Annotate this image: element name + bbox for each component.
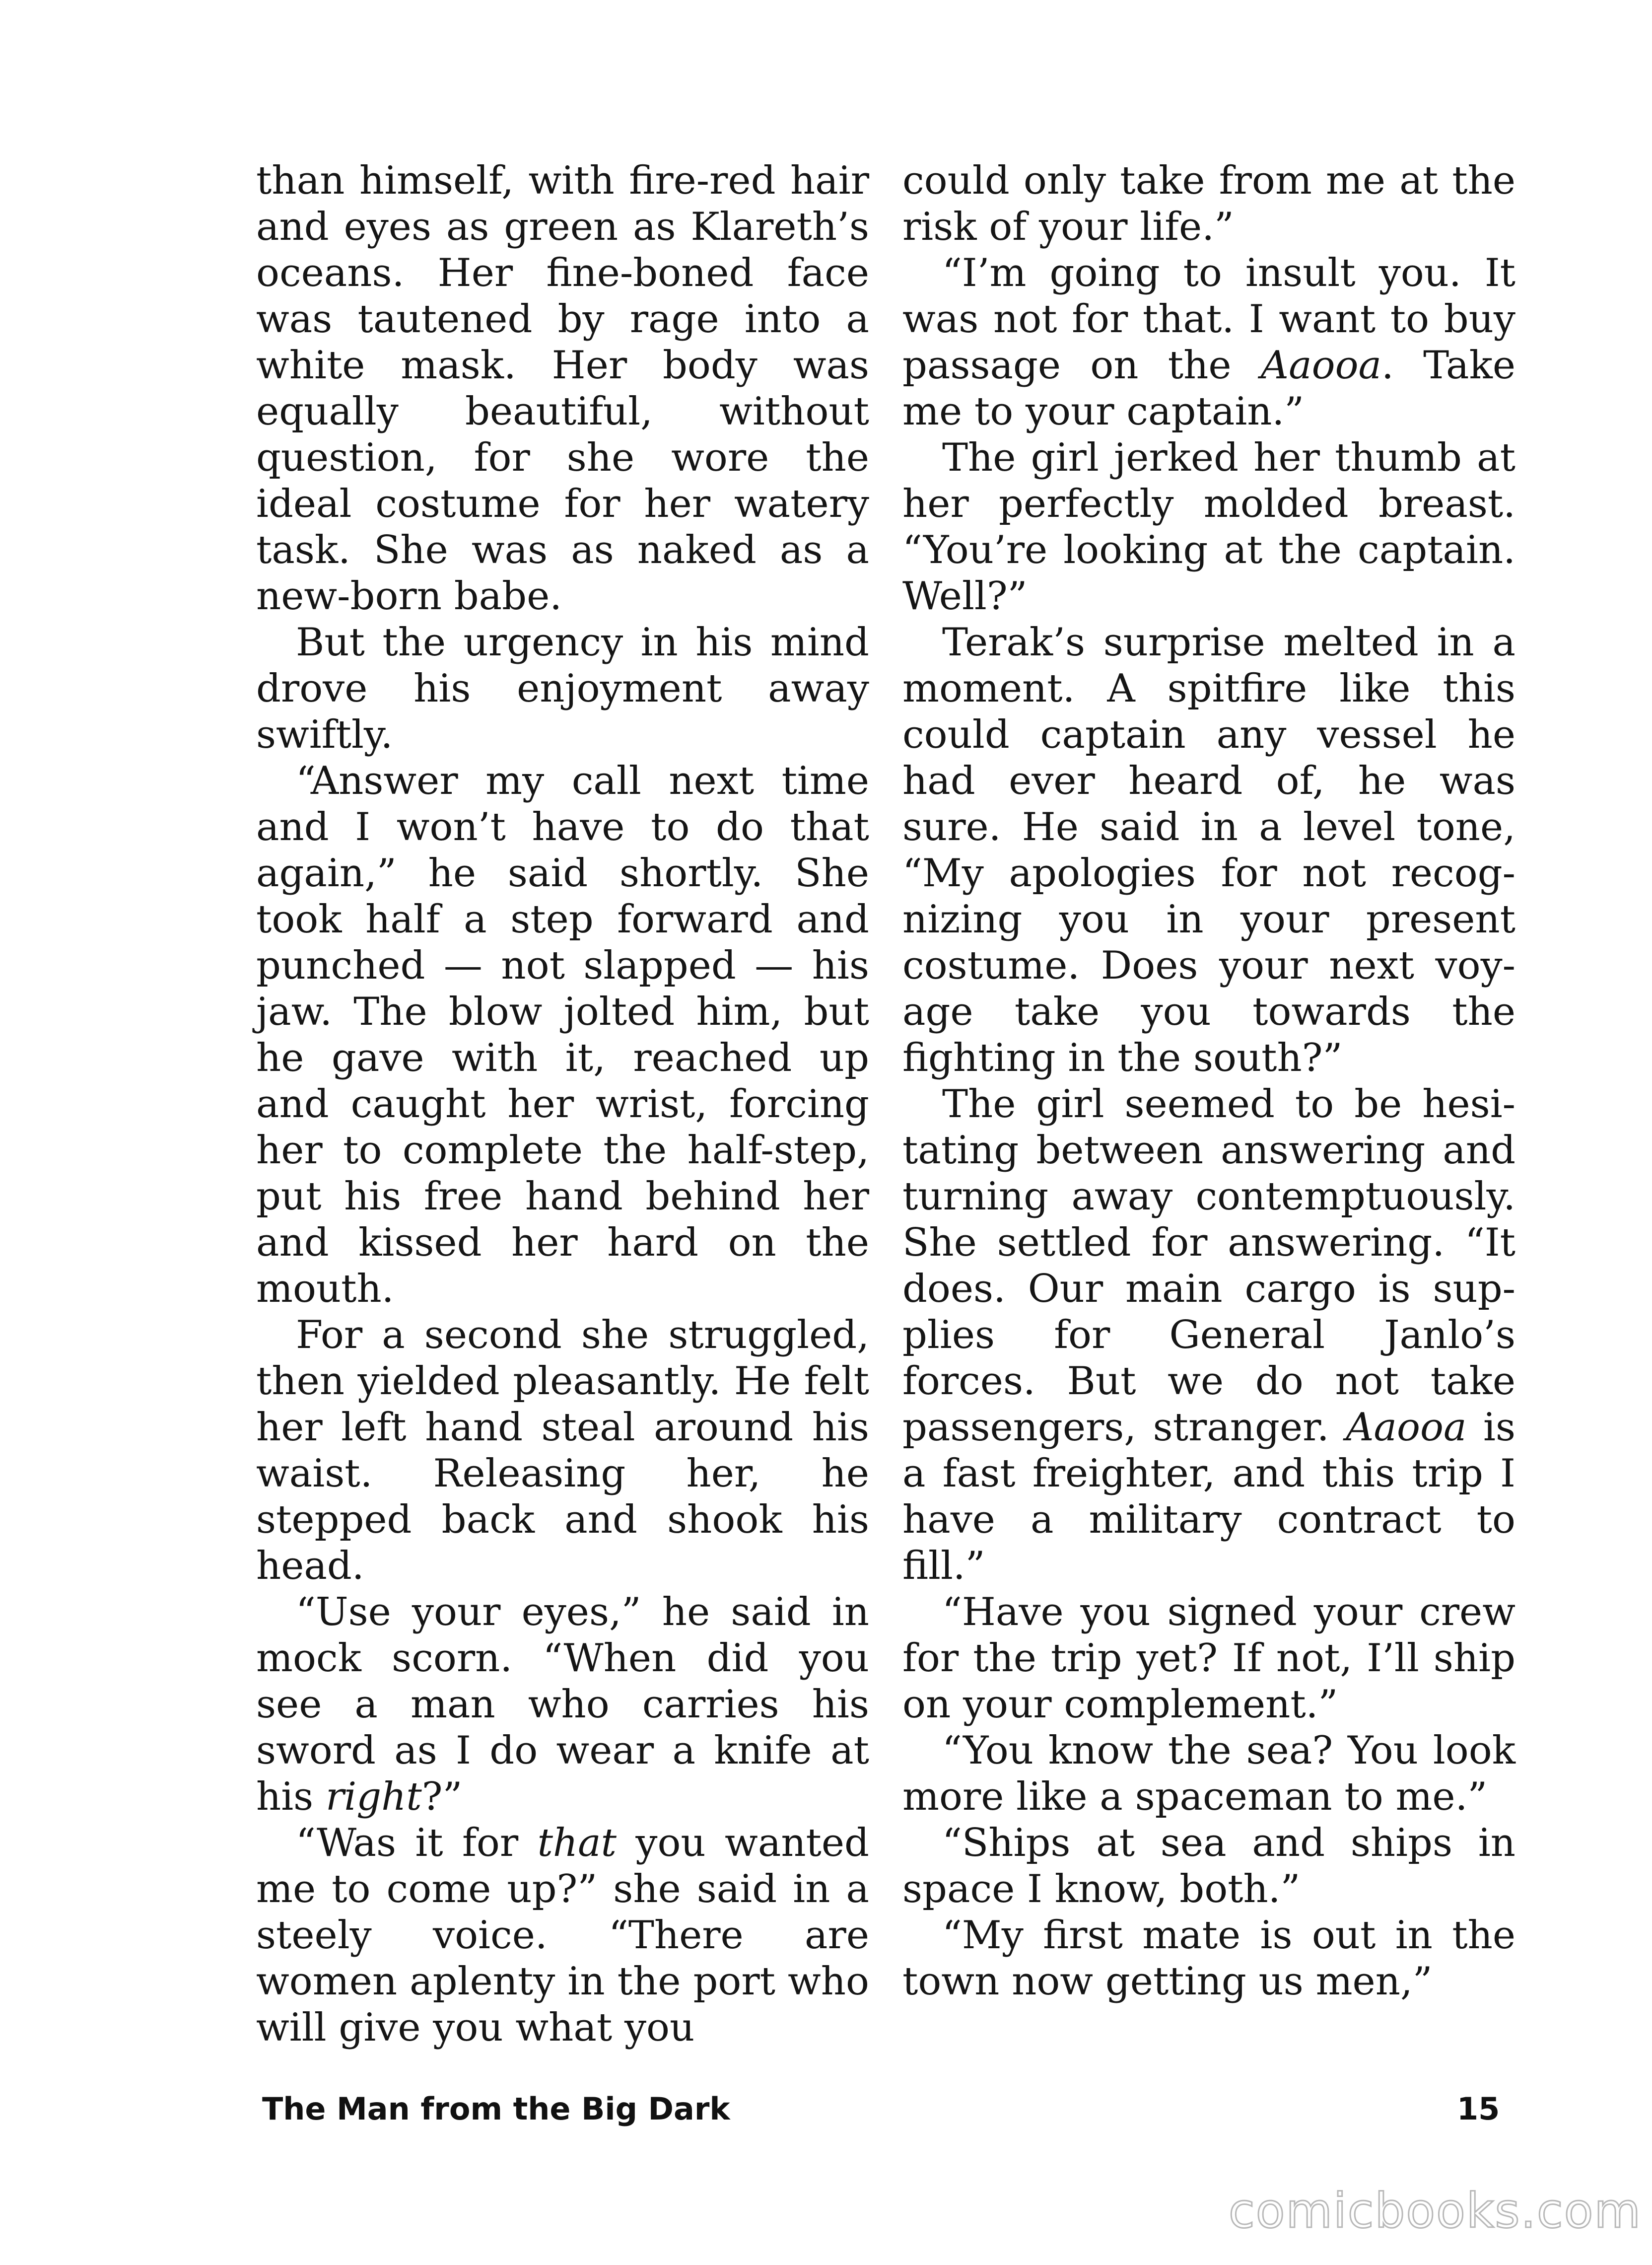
paragraph	[256, 1589, 869, 1820]
paragraph	[256, 1820, 869, 2051]
page-number: 15	[1457, 2091, 1500, 2127]
italic-text: right	[326, 1774, 422, 1819]
right-text-column	[902, 158, 1515, 2005]
text-run: you wanted me to come up?” she said in a steely voice. “There are women aplenty in the port who will give you what you	[256, 1821, 869, 2050]
italic-text: that	[537, 1821, 617, 1865]
text-run: “Use your eyes,” he said in mock scorn. “When did you see a man who carries his sword as I do wear a knife at his	[256, 1590, 869, 1819]
text-run: . Take me to your captain.”	[902, 343, 1515, 434]
paragraph: “Ships at sea and ships in space I know, both.”	[902, 1821, 1515, 1911]
text-run: “I’m going to insult you. It was not for that. I want to buy passage on the	[902, 251, 1515, 388]
left-text-column	[256, 158, 869, 2051]
paragraph	[902, 1081, 1515, 1589]
site-watermark: comicbooks.com	[1229, 2183, 1642, 2239]
paragraph: “Answer my call next time and I won’t have to do that again,” he said shortly. She took half a step forward and punched — not slapped — his jaw. The blow jolted him, but he gave with it, reached up and caught her wrist, forcing her to complete the half-step, put his free hand behind her and kissed her hard on the mouth.	[256, 759, 869, 1311]
continued-paragraph: than himself, with fire-red hair and eyes as green as Klareth’s oceans. Her fine-boned face was tautened by rage into a white mask. Her body was equally beautiful, without question, for she wore the ideal costume for her watery task. She was as naked as a new-born babe.	[256, 158, 869, 619]
text-run: The girl seemed to be hesi-tating between answering and turning away contemptuously. She settled for answering. “It does. Our main cargo is sup-plies for General Janlo’s forces. But we do not take passengers, stranger.	[902, 1082, 1515, 1450]
paragraph: But the urgency in his mind drove his enjoyment away swiftly.	[256, 620, 869, 757]
continued-paragraph: could only take from me at the risk of your life.”	[902, 158, 1515, 249]
paragraph: The girl jerked her thumb at her perfectly molded breast. “You’re looking at the captain. Well?”	[902, 435, 1515, 619]
paragraph: “My first mate is out in the town now getting us men,”	[902, 1913, 1515, 2004]
paragraph: Terak’s surprise melted in a moment. A spitfire like this could captain any vessel he had ever heard of, he was sure. He said in a level tone, “My apologies for not recog-nizing you in your present costume. Does your next voy-age take you towards the fighting in the south?”	[902, 620, 1515, 1080]
text-run: is a fast freighter, and this trip I have a military contract to fill.”	[902, 1405, 1515, 1588]
italic-text: Aaooa	[1260, 343, 1382, 388]
running-footer-title: The Man from the Big Dark	[262, 2091, 730, 2127]
paragraph: “You know the sea? You look more like a spaceman to me.”	[902, 1728, 1515, 1819]
paragraph: “Have you signed your crew for the trip yet? If not, I’ll ship on your complement.”	[902, 1590, 1515, 1727]
text-run: ?”	[421, 1774, 463, 1819]
italic-text: Aaooa	[1346, 1405, 1467, 1450]
paragraph	[902, 250, 1515, 435]
paragraph: For a second she struggled, then yielded pleasantly. He felt her left hand steal around his waist. Releasing her, he stepped back and shook his head.	[256, 1313, 869, 1588]
text-run: “Was it for	[296, 1821, 538, 1865]
